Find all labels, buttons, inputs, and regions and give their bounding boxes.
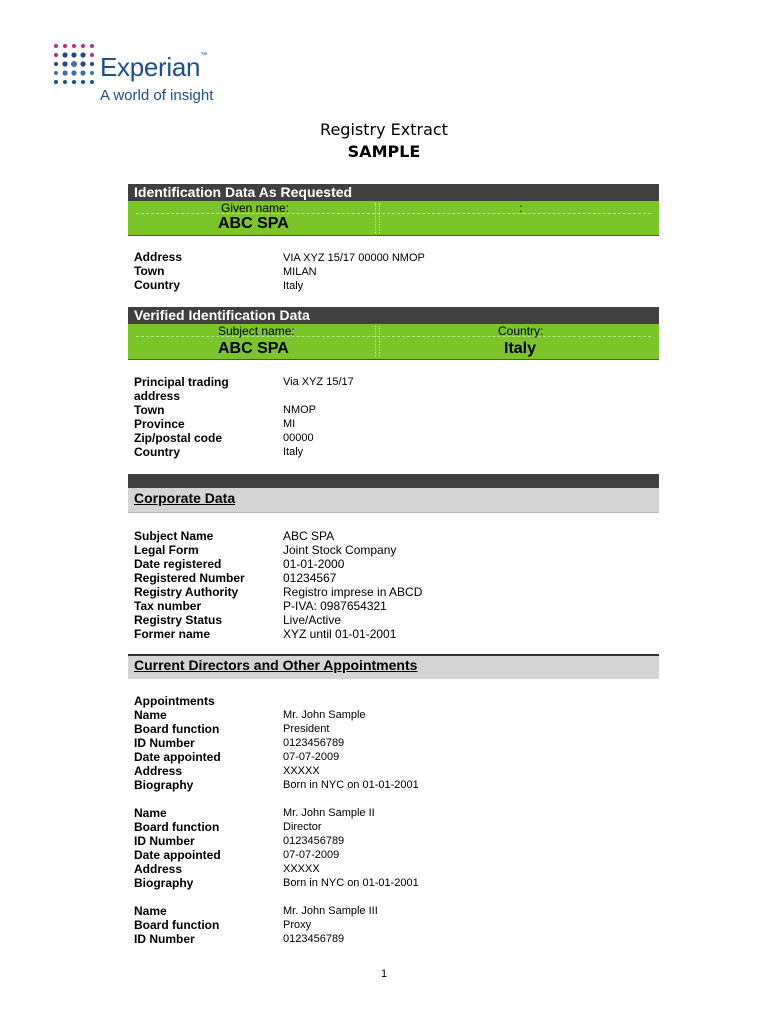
- registered-number-value: 01234567: [283, 571, 337, 585]
- former-name-value: XYZ until 01-01-2001: [283, 627, 397, 641]
- director-2-id: 0123456789: [283, 835, 345, 847]
- director-2-bio-label: Biography: [134, 876, 194, 890]
- appointments-label: Appointments: [134, 694, 215, 708]
- director-1-function: President: [283, 723, 330, 735]
- director-2-date: 07-07-2009: [283, 849, 340, 861]
- director-2-id-label: ID Number: [134, 834, 195, 848]
- green-row-divider: [136, 213, 651, 214]
- directors-section-bar: [128, 654, 659, 679]
- former-name-label: Former name: [134, 627, 211, 641]
- director-2-function: Director: [283, 821, 322, 833]
- registry-authority-value: Registro imprese in ABCD: [283, 585, 423, 599]
- director-1-name: Mr. John Sample: [283, 709, 366, 721]
- legal-form-value: Joint Stock Company: [283, 543, 397, 557]
- principal-address-label: Principal trading address: [134, 375, 229, 403]
- date-registered-value: 01-01-2000: [283, 557, 345, 571]
- country-header-value: Italy: [504, 340, 537, 357]
- verified-town-label: Town: [134, 403, 165, 417]
- country-label: Country: [134, 278, 180, 292]
- subject-name-field-value: ABC SPA: [283, 529, 335, 543]
- identification-green-band: [128, 201, 659, 236]
- legal-form-label: Legal Form: [134, 543, 199, 557]
- director-2-name-label: Name: [134, 806, 167, 820]
- director-3-function-label: Board function: [134, 918, 220, 932]
- registry-status-label: Registry Status: [134, 613, 223, 627]
- town-label: Town: [134, 264, 165, 278]
- director-1-id: 0123456789: [283, 737, 345, 749]
- verified-green-band: [128, 324, 659, 360]
- director-1-date: 07-07-2009: [283, 751, 340, 763]
- director-3-id-label: ID Number: [134, 932, 195, 946]
- director-3-function: Proxy: [283, 919, 312, 931]
- tax-number-value: P-IVA: 0987654321: [283, 599, 387, 613]
- registered-number-label: Registered Number: [134, 571, 245, 585]
- tax-number-label: Tax number: [134, 599, 202, 613]
- province-label: Province: [134, 417, 185, 431]
- page-number: 1: [380, 968, 388, 980]
- director-2-address-label: Address: [134, 862, 183, 876]
- logo-tagline: A world of insight: [100, 87, 214, 104]
- director-3-name-label: Name: [134, 904, 167, 918]
- director-3-name: Mr. John Sample III: [283, 905, 378, 917]
- verified-header: Verified Identification Data: [128, 307, 659, 324]
- given-name-colon: :: [519, 201, 523, 215]
- subject-name-value: ABC SPA: [218, 340, 289, 357]
- experian-dots-icon: [52, 42, 96, 86]
- experian-logo: [52, 42, 252, 112]
- zip-label: Zip/postal code: [134, 431, 223, 445]
- country-value: Italy: [283, 280, 304, 292]
- director-2-name: Mr. John Sample II: [283, 807, 375, 819]
- director-1-function-label: Board function: [134, 722, 220, 736]
- director-1-id-label: ID Number: [134, 736, 195, 750]
- green-column-divider: [375, 326, 380, 357]
- logo-trademark: ™: [200, 52, 207, 59]
- director-1-date-label: Date appointed: [134, 750, 221, 764]
- director-1-bio-label: Biography: [134, 778, 194, 792]
- registry-status-value: Live/Active: [283, 613, 342, 627]
- director-1-address: XXXXX: [283, 765, 320, 777]
- directors-header: Current Directors and Other Appointments: [134, 657, 418, 673]
- subject-name-label: Subject name:: [218, 324, 295, 338]
- director-2-date-label: Date appointed: [134, 848, 221, 862]
- given-name-label: Given name:: [221, 201, 290, 215]
- green-row-divider: [136, 336, 651, 337]
- director-2-function-label: Board function: [134, 820, 220, 834]
- date-registered-label: Date registered: [134, 557, 222, 571]
- address-label: Address: [134, 250, 183, 264]
- principal-address-value: Via XYZ 15/17: [283, 376, 354, 388]
- corporate-header: Corporate Data: [134, 490, 236, 506]
- town-value: MILAN: [283, 266, 317, 278]
- director-3-id: 0123456789: [283, 933, 345, 945]
- registry-authority-label: Registry Authority: [134, 585, 239, 599]
- document-subtitle: SAMPLE: [347, 142, 421, 161]
- province-value: MI: [283, 418, 296, 430]
- address-value: VIA XYZ 15/17 00000 NMOP: [283, 252, 425, 264]
- director-1-bio: Born in NYC on 01-01-2001: [283, 779, 419, 791]
- logo-name: Experian: [100, 52, 201, 82]
- zip-value: 00000: [283, 432, 314, 444]
- director-2-bio: Born in NYC on 01-01-2001: [283, 877, 419, 889]
- subject-name-field-label: Subject Name: [134, 529, 214, 543]
- director-2-address: XXXXX: [283, 863, 320, 875]
- director-1-name-label: Name: [134, 708, 167, 722]
- identification-header: Identification Data As Requested: [128, 184, 659, 201]
- corporate-dark-bar: [128, 474, 659, 488]
- director-1-address-label: Address: [134, 764, 183, 778]
- corporate-section-bar: [128, 488, 659, 513]
- verified-town-value: NMOP: [283, 404, 316, 416]
- verified-country-label: Country: [134, 445, 180, 459]
- country-header-label: Country:: [498, 324, 544, 338]
- document-title: Registry Extract: [320, 120, 448, 139]
- green-column-divider: [375, 203, 380, 233]
- given-name-value: ABC SPA: [218, 215, 289, 232]
- verified-country-value: Italy: [283, 446, 304, 458]
